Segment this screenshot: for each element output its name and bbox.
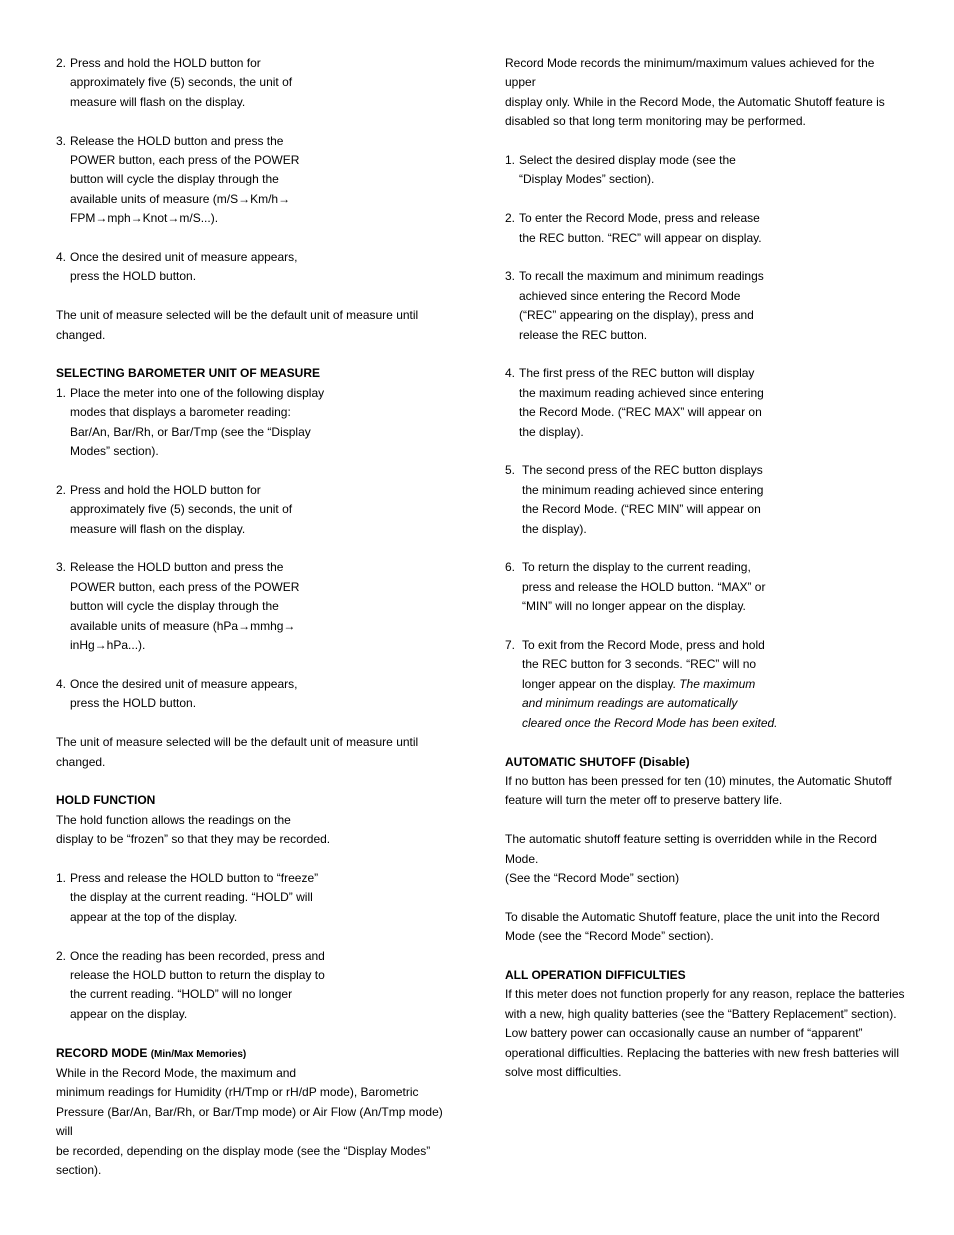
step-text: Release the HOLD button and press the POWER button, each press of the POWER button will cycle the display through the available units of measure (hPa→mmhg→ inHg→hPa...). <box>70 560 300 653</box>
record-mode-heading-sub: (Min/Max Memories) <box>150 1048 247 1060</box>
step-number: 3. <box>505 269 516 284</box>
step-text: To exit from the Record Mode, press and hold the REC button for 3 seconds. “REC” will no longer appear on the display. The maximum and minimum readings are automatically cleared once the Record Mode has been exited. <box>522 638 778 730</box>
record-mode-intro: While in the Record Mode, the maximum and minimum readings for Humidity (rH/Tmp or rH/dP mode), Barometric Pressure (Bar/An, Bar/Rh, or Bar/Tmp mode) or Air Flow (An/Tmp mode) will be recorded, depending on the display mode (see the “Display Modes” section). <box>56 1065 443 1177</box>
step-text: Once the desired unit of measure appears, press the HOLD button. <box>70 676 298 711</box>
step-number: 3. <box>56 560 67 575</box>
step-text: To return the display to the current reading, press and release the HOLD button. “MAX” or “MIN” will no longer appear on the display. <box>522 560 766 614</box>
step-text: Place the meter into one of the following display modes that displays a barometer reading: Bar/An, Bar/Rh, or Bar/Tmp (see the “Display Modes” section). <box>70 385 325 459</box>
hold-function-heading: HOLD FUNCTION <box>56 793 156 808</box>
auto-shutoff-heading: AUTOMATIC SHUTOFF (Disable) <box>505 754 690 769</box>
step-number: 6. <box>505 560 516 575</box>
step-text: Once the desired unit of measure appears, press the HOLD button. <box>70 250 298 284</box>
record-step-4 <box>505 364 905 442</box>
baro-unit-step-2 <box>56 481 456 539</box>
barometer-unit-heading: SELECTING BAROMETER UNIT OF MEASURE <box>56 366 321 381</box>
step-number: 3. <box>56 133 67 148</box>
record-step-2 <box>505 209 905 248</box>
record-mode-heading: RECORD MODE (Min/Max Memories) <box>56 1045 247 1060</box>
step-text: Release the HOLD button and press the POWER button, each press of the POWER button will cycle the display through the available units of measure (m/S→Km/h→ FPM→mph→Knot→m/S...). <box>70 133 300 226</box>
step-number: 4. <box>56 676 67 691</box>
record-step-1 <box>505 151 905 190</box>
step-text: Once the reading has been recorded, press and release the HOLD button to return the display to the current reading. “HOLD” will no longer appear on the display. <box>70 948 325 1021</box>
step-number: 5. <box>505 463 516 478</box>
wind-unit-step-2 <box>56 54 456 112</box>
hold-step-2 <box>56 947 456 1025</box>
step-text: Press and hold the HOLD button for approximately five (5) seconds, the unit of measure will flash on the display. <box>70 482 293 536</box>
step-number: 4. <box>56 250 67 265</box>
auto-shutoff-paragraph-1: If no button has been pressed for ten (10) minutes, the Automatic Shutoff feature will turn the meter off to preserve battery life. <box>505 773 892 808</box>
auto-shutoff-paragraph-2: The automatic shutoff feature setting is overridden while in the Record Mode. (See the “Record Mode” section) <box>505 832 877 885</box>
hold-function-intro: The hold function allows the readings on the display to be “frozen” so that they may be recorded. <box>56 812 331 847</box>
left-column <box>56 54 456 1180</box>
wind-default-note: The unit of measure selected will be the default unit of measure until changed. <box>56 308 419 342</box>
step-text: Press and hold the HOLD button for approximately five (5) seconds, the unit of measure will flash on the display. <box>70 56 293 109</box>
step-number: 2. <box>56 56 67 70</box>
step-number: 7. <box>505 638 516 653</box>
auto-shutoff-paragraph-3: To disable the Automatic Shutoff feature, place the unit into the Record Mode (see the “Record Mode” section). <box>505 909 880 944</box>
step-text: Select the desired display mode (see the “Display Modes” section). <box>519 153 736 187</box>
step-number: 2. <box>505 211 516 226</box>
record-step-6 <box>505 558 905 616</box>
record-mode-description: Record Mode records the minimum/maximum values achieved for the upper display only. While in the Record Mode, the Automatic Shutoff feature is disabled so that long term monitoring may be performed. <box>505 56 885 129</box>
right-column <box>505 54 905 1082</box>
step-number: 1. <box>56 385 67 400</box>
difficulties-heading: ALL OPERATION DIFFICULTIES <box>505 967 686 982</box>
record-step-5 <box>505 461 905 539</box>
step-text: To recall the maximum and minimum readings achieved since entering the Record Mode (“REC” appearing on the display), press and release the REC button. <box>519 269 764 342</box>
step-text: To enter the Record Mode, press and release the REC button. “REC” will appear on display. <box>519 211 762 245</box>
record-step-7 <box>505 636 905 733</box>
step-number: 2. <box>56 948 67 963</box>
step-text: The first press of the REC button will display the maximum reading achieved since entering the Record Mode. (“REC MAX” will appear on the display). <box>519 366 764 439</box>
baro-unit-step-1 <box>56 384 456 462</box>
wind-unit-step-3 <box>56 132 456 229</box>
record-step-3 <box>505 267 905 345</box>
step-number: 1. <box>56 870 67 885</box>
step-text: The second press of the REC button displays the minimum reading achieved since entering the Record Mode. (“REC MIN” will appear on the display). <box>522 463 764 536</box>
difficulties-paragraph: If this meter does not function properly for any reason, replace the batteries with a new, high quality batteries (see the “Battery Replacement” section). Low battery power can occasionally cause an number of “apparent” operational difficulties. Replacing the batteries with new fresh batteries will solve most difficulties. <box>505 987 905 1079</box>
step-text: Press and release the HOLD button to “freeze” the display at the current reading. “HOLD” will appear at the top of the display. <box>70 870 319 924</box>
step-number: 4. <box>505 366 516 381</box>
baro-unit-step-3 <box>56 558 456 655</box>
wind-unit-step-4 <box>56 248 456 287</box>
step-number: 1. <box>505 153 516 168</box>
baro-default-note: The unit of measure selected will be the default unit of measure until changed. <box>56 735 419 769</box>
step-number: 2. <box>56 482 67 497</box>
hold-step-1 <box>56 869 456 927</box>
baro-unit-step-4 <box>56 675 456 714</box>
